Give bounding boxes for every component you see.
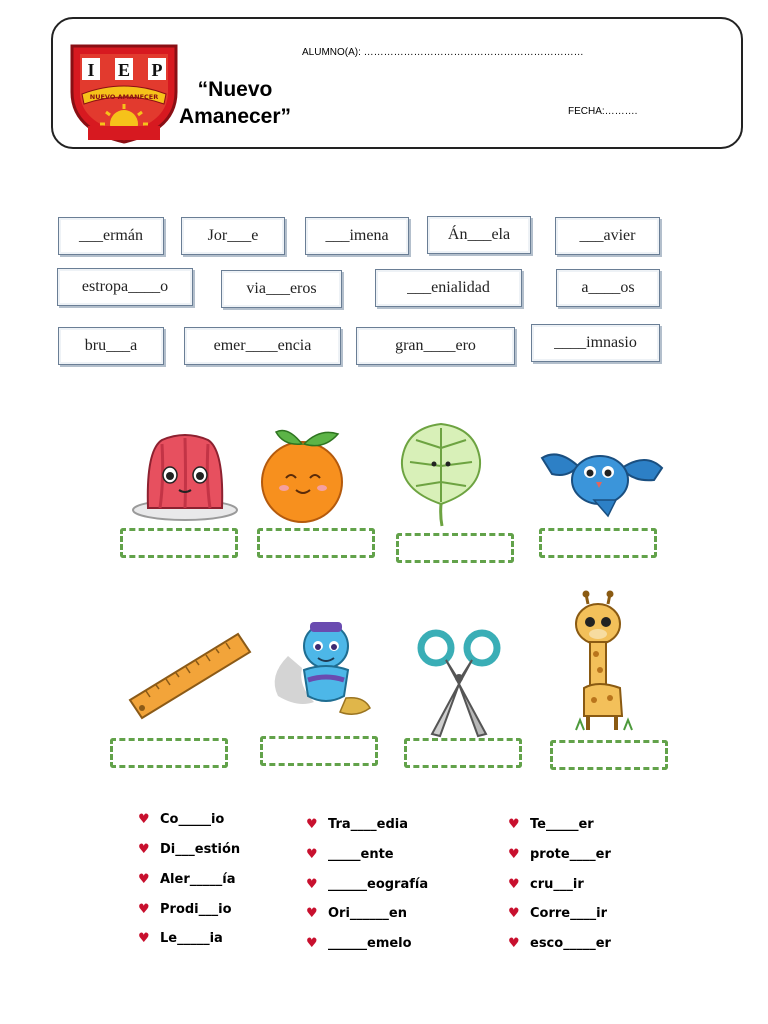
- word-box: via___eros: [221, 270, 342, 308]
- genie-icon: [268, 616, 378, 724]
- heart-icon: ♥: [508, 936, 520, 951]
- heart-icon: ♥: [508, 906, 520, 921]
- jelly-icon: [130, 430, 240, 522]
- heart-icon: ♥: [306, 847, 318, 862]
- logo-letter-p: P: [151, 60, 163, 80]
- word-box: bru___a: [58, 327, 164, 365]
- answer-box-jelly[interactable]: [120, 528, 238, 558]
- list-item: ♥ ______emelo: [306, 936, 412, 951]
- list-item: ♥ Le_____ia: [138, 931, 223, 946]
- ruler-icon: [126, 628, 252, 724]
- list-item: ♥ Ori______en: [306, 906, 407, 921]
- bird-icon: [538, 438, 666, 520]
- giraffe-icon: [566, 590, 646, 732]
- heart-icon: ♥: [508, 877, 520, 892]
- list-item: ♥ esco_____er: [508, 936, 611, 951]
- school-name: [160, 76, 310, 130]
- date-field[interactable]: FECHA:……….: [568, 106, 638, 117]
- answer-box-ruler[interactable]: [110, 738, 228, 768]
- list-item: ♥ Prodi___io: [138, 902, 232, 917]
- answer-box-genie[interactable]: [260, 736, 378, 766]
- list-item: ♥ ______eografía: [306, 877, 429, 892]
- heart-icon: ♥: [306, 936, 318, 951]
- answer-box-bird[interactable]: [539, 528, 657, 558]
- heart-icon: ♥: [508, 847, 520, 862]
- heart-icon: ♥: [138, 902, 150, 917]
- list-item: ♥ Di___estión: [138, 842, 241, 857]
- word-box: estropa____o: [57, 268, 193, 306]
- picture-exercise: [96, 410, 672, 782]
- word-box: emer____encia: [184, 327, 341, 365]
- school-name-line2: Amanecer”: [178, 105, 292, 128]
- heart-icon: ♥: [508, 817, 520, 832]
- answer-box-scissors[interactable]: [404, 738, 522, 768]
- answer-box-orange[interactable]: [257, 528, 375, 558]
- school-name-line1: “Nuevo: [197, 78, 273, 101]
- word-box: a____os: [556, 269, 660, 307]
- orange-icon: [258, 424, 346, 524]
- list-item: ♥ Corre____ir: [508, 906, 607, 921]
- list-item: ♥ _____ente: [306, 847, 394, 862]
- heart-icon: ♥: [138, 812, 150, 827]
- word-box: ___enialidad: [375, 269, 522, 307]
- heart-icon: ♥: [138, 872, 150, 887]
- answer-box-giraffe[interactable]: [550, 740, 668, 770]
- word-box: ___ermán: [58, 217, 164, 255]
- heart-icon: ♥: [306, 877, 318, 892]
- heart-icon: ♥: [138, 931, 150, 946]
- heart-icon: ♥: [306, 817, 318, 832]
- word-box: gran____ero: [356, 327, 515, 365]
- heart-icon: ♥: [138, 842, 150, 857]
- answer-box-leaf[interactable]: [396, 533, 514, 563]
- logo-letter-e: E: [117, 60, 131, 80]
- list-item: ♥ prote____er: [508, 847, 611, 862]
- word-box: ___imena: [305, 217, 409, 255]
- student-name-field[interactable]: ALUMNO(A): …………………………………………………………: [302, 47, 584, 58]
- logo-letter-i: I: [87, 60, 95, 80]
- list-item: ♥ cru___ir: [508, 877, 584, 892]
- scissors-icon: [416, 626, 502, 738]
- list-item: ♥ Te_____er: [508, 817, 594, 832]
- list-item: ♥ Aler_____ía: [138, 872, 236, 887]
- logo-banner-text: NUEVO AMANECER: [89, 93, 159, 101]
- word-list: [96, 800, 672, 962]
- heart-icon: ♥: [306, 906, 318, 921]
- word-box: ____imnasio: [531, 324, 660, 362]
- word-box: Jor___e: [181, 217, 285, 255]
- list-item: ♥ Co_____io: [138, 812, 225, 827]
- list-item: ♥ Tra____edia: [306, 817, 408, 832]
- word-box: ___avier: [555, 217, 660, 255]
- leaf-icon: [396, 418, 486, 528]
- word-box: Án___ela: [427, 216, 531, 254]
